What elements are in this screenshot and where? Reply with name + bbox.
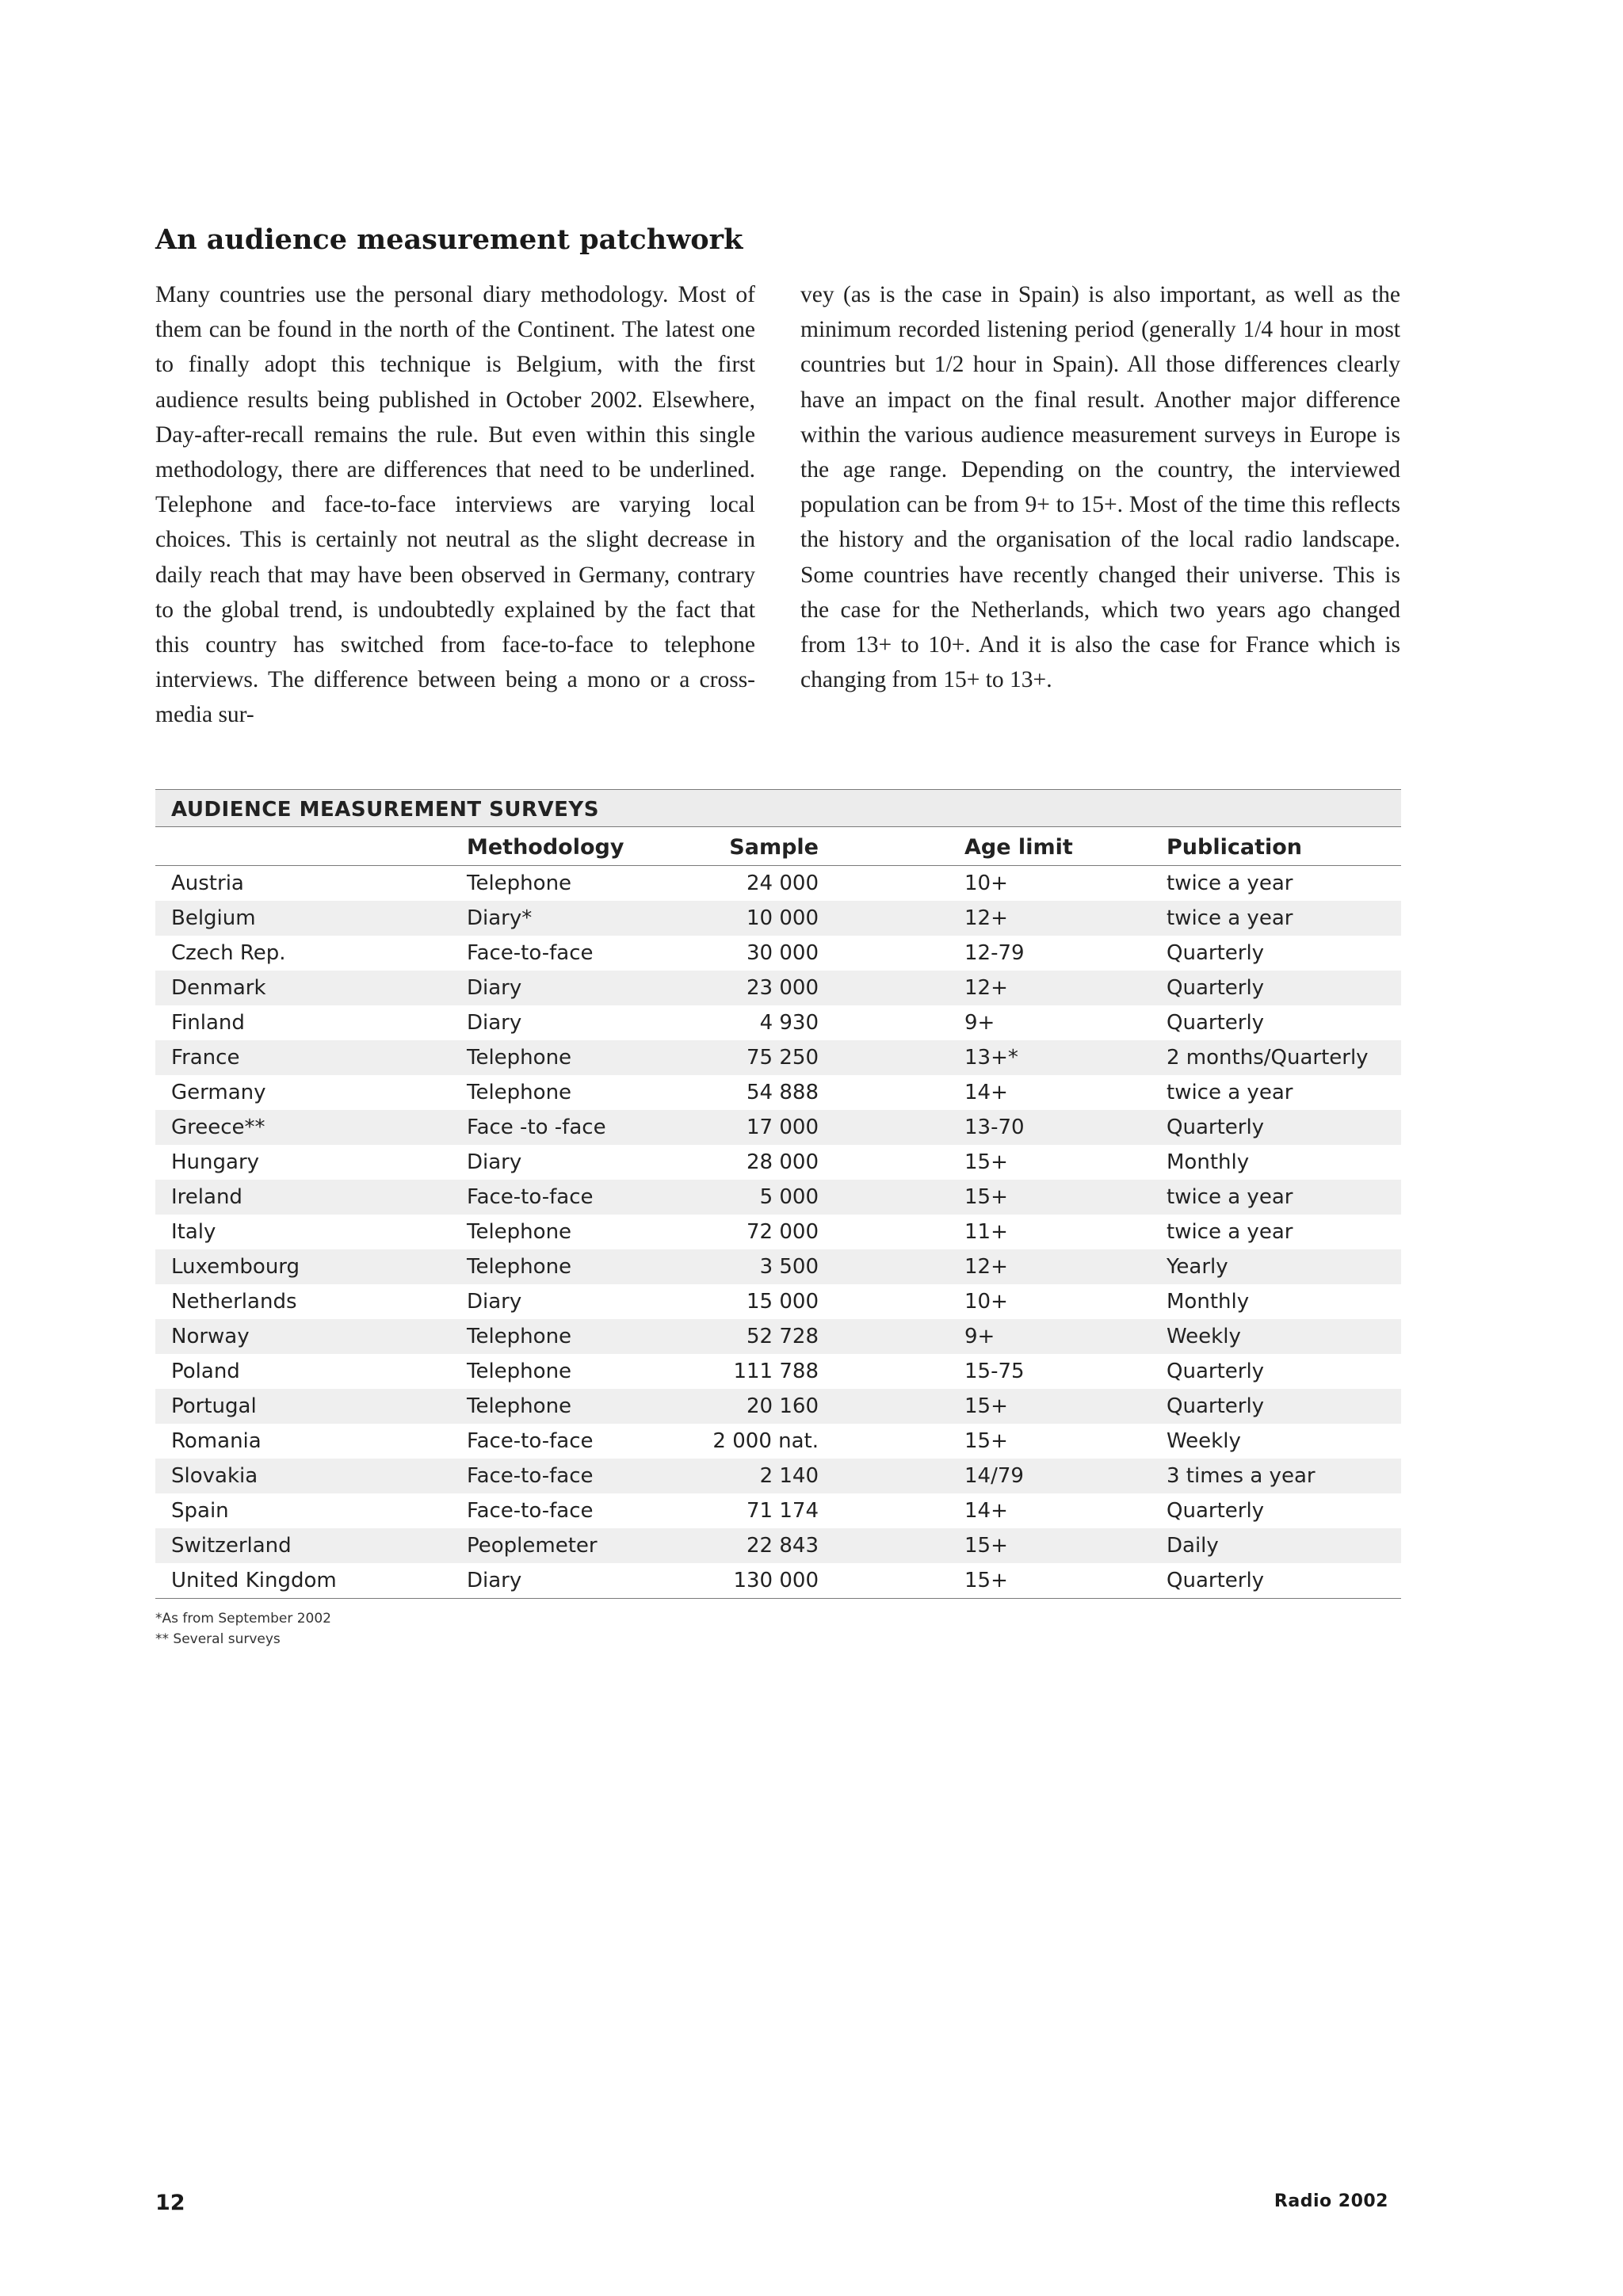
column-header-age-limit: Age limit	[964, 835, 1073, 860]
cell-publication: Weekly	[1167, 1429, 1241, 1453]
cell-age-limit: 15+	[964, 1534, 1008, 1558]
table-row	[155, 971, 1401, 1005]
table-row	[155, 1528, 1401, 1563]
body-text-right-column	[800, 277, 1400, 697]
cell-methodology: Diary	[467, 976, 522, 1000]
column-header-sample: Sample	[729, 835, 819, 860]
cell-publication: twice a year	[1167, 1220, 1293, 1244]
table-row	[155, 1110, 1401, 1145]
cell-publication: twice a year	[1167, 906, 1293, 930]
cell-age-limit: 15+	[964, 1569, 1008, 1592]
cell-age-limit: 15+	[964, 1150, 1008, 1174]
cell-publication: Quarterly	[1167, 1569, 1265, 1592]
cell-publication: Quarterly	[1167, 976, 1265, 1000]
cell-country: Germany	[171, 1081, 266, 1104]
cell-sample: 54 888	[747, 1081, 819, 1104]
cell-sample: 17 000	[747, 1116, 819, 1139]
cell-country: Portugal	[171, 1394, 257, 1418]
paragraph: Many countries use the personal diary methodology. Most of them can be found in the north of the Continent. The latest one to finally adopt this technique is Belgium, with the first audience results being published in October 2002. Elsewhere, Day-after-recall remains the rule. But even within this single methodology, there are differences that need to be underlined. Telephone and face-to-face interviews are varying local choices. This is certainly not neutral as the slight decrease in daily reach that may have been observed in Germany, contrary to the global trend, is undoubtedly explained by the fact that this country has switched from face-to-face to telephone interviews. The difference between being a mono or a cross-media sur-	[155, 282, 755, 728]
cell-age-limit: 12-79	[964, 941, 1025, 965]
cell-publication: Weekly	[1167, 1325, 1241, 1348]
cell-sample: 28 000	[747, 1150, 819, 1174]
table-body	[155, 866, 1401, 1599]
cell-sample: 5 000	[759, 1185, 819, 1209]
cell-methodology: Face-to-face	[467, 1464, 594, 1488]
table-row	[155, 1493, 1401, 1528]
cell-age-limit: 11+	[964, 1220, 1008, 1244]
cell-methodology: Telephone	[467, 1360, 572, 1383]
cell-publication: 2 months/Quarterly	[1167, 1046, 1369, 1070]
cell-country: Slovakia	[171, 1464, 258, 1488]
body-text-left-column	[155, 277, 755, 733]
cell-age-limit: 10+	[964, 1290, 1008, 1314]
cell-country: Greece**	[171, 1116, 265, 1139]
footnote: *As from September 2002	[155, 1611, 331, 1627]
cell-country: Finland	[171, 1011, 245, 1035]
table-row	[155, 901, 1401, 936]
cell-sample: 23 000	[747, 976, 819, 1000]
cell-age-limit: 14/79	[964, 1464, 1024, 1488]
cell-publication: Quarterly	[1167, 1011, 1265, 1035]
table-row	[155, 1563, 1401, 1599]
cell-sample: 24 000	[747, 871, 819, 895]
table-row	[155, 866, 1401, 901]
cell-country: Netherlands	[171, 1290, 297, 1314]
cell-age-limit: 14+	[964, 1499, 1008, 1523]
cell-publication: Quarterly	[1167, 1394, 1265, 1418]
page-number: 12	[155, 2191, 185, 2215]
cell-sample: 22 843	[747, 1534, 819, 1558]
cell-publication: Quarterly	[1167, 941, 1265, 965]
cell-sample: 52 728	[747, 1325, 819, 1348]
cell-methodology: Diary	[467, 1290, 522, 1314]
table-row	[155, 1249, 1401, 1284]
cell-methodology: Face-to-face	[467, 1185, 594, 1209]
column-header-methodology: Methodology	[467, 835, 624, 860]
cell-sample: 30 000	[747, 941, 819, 965]
table-row	[155, 1354, 1401, 1389]
table-row	[155, 936, 1401, 971]
cell-methodology: Face -to -face	[467, 1116, 606, 1139]
cell-methodology: Telephone	[467, 1220, 572, 1244]
cell-age-limit: 13+*	[964, 1046, 1018, 1070]
table-row	[155, 1005, 1401, 1040]
cell-methodology: Telephone	[467, 1081, 572, 1104]
cell-publication: twice a year	[1167, 871, 1293, 895]
cell-age-limit: 14+	[964, 1081, 1008, 1104]
cell-sample: 15 000	[747, 1290, 819, 1314]
cell-country: Czech Rep.	[171, 941, 286, 965]
cell-age-limit: 13-70	[964, 1116, 1025, 1139]
cell-methodology: Diary	[467, 1569, 522, 1592]
cell-country: United Kingdom	[171, 1569, 337, 1592]
table-row	[155, 1180, 1401, 1215]
cell-age-limit: 12+	[964, 1255, 1008, 1279]
cell-methodology: Face-to-face	[467, 1499, 594, 1523]
cell-methodology: Telephone	[467, 1394, 572, 1418]
table-row	[155, 1040, 1401, 1075]
cell-age-limit: 10+	[964, 871, 1008, 895]
table-header-row	[155, 827, 1401, 866]
cell-country: Norway	[171, 1325, 250, 1348]
table-row	[155, 1284, 1401, 1319]
cell-publication: twice a year	[1167, 1081, 1293, 1104]
audience-surveys-table	[155, 789, 1401, 1599]
table-row	[155, 1389, 1401, 1424]
cell-methodology: Face-to-face	[467, 1429, 594, 1453]
cell-sample: 20 160	[747, 1394, 819, 1418]
cell-age-limit: 9+	[964, 1011, 995, 1035]
cell-age-limit: 15-75	[964, 1360, 1025, 1383]
cell-country: Luxembourg	[171, 1255, 300, 1279]
cell-publication: 3 times a year	[1167, 1464, 1316, 1488]
table-title: AUDIENCE MEASUREMENT SURVEYS	[155, 789, 1401, 827]
cell-publication: twice a year	[1167, 1185, 1293, 1209]
paragraph: vey (as is the case in Spain) is also important, as well as the minimum recorded listening period (generally 1/4 hour in most countries but 1/2 hour in Spain). All those differences clearly have an impact on the final result. Another major difference within the various audience measurement surveys in Europe is the age range. Depending on the country, the interviewed population can be from 9+ to 15+. Most of the time this reflects the history and the organisation of the local radio landscape. Some countries have recently changed their universe. This is the case for the Netherlands, which two years ago changed from 13+ to 10+. And it is also the case for France which is changing from 15+ to 13+.	[800, 282, 1400, 693]
cell-age-limit: 12+	[964, 976, 1008, 1000]
table-row	[155, 1424, 1401, 1459]
cell-country: Italy	[171, 1220, 216, 1244]
cell-age-limit: 12+	[964, 906, 1008, 930]
cell-methodology: Diary	[467, 1150, 522, 1174]
cell-methodology: Diary	[467, 1011, 522, 1035]
cell-country: Poland	[171, 1360, 240, 1383]
cell-methodology: Peoplemeter	[467, 1534, 598, 1558]
cell-sample: 130 000	[733, 1569, 819, 1592]
cell-sample: 71 174	[747, 1499, 819, 1523]
cell-sample: 2 140	[759, 1464, 819, 1488]
cell-country: Austria	[171, 871, 244, 895]
cell-methodology: Telephone	[467, 1255, 572, 1279]
cell-country: Denmark	[171, 976, 266, 1000]
cell-sample: 72 000	[747, 1220, 819, 1244]
cell-age-limit: 15+	[964, 1185, 1008, 1209]
section-heading: An audience measurement patchwork	[155, 223, 743, 256]
cell-sample: 3 500	[759, 1255, 819, 1279]
cell-methodology: Telephone	[467, 871, 572, 895]
table-row	[155, 1145, 1401, 1180]
cell-methodology: Face-to-face	[467, 941, 594, 965]
cell-country: Switzerland	[171, 1534, 292, 1558]
table-row	[155, 1215, 1401, 1249]
cell-publication: Quarterly	[1167, 1499, 1265, 1523]
cell-country: Belgium	[171, 906, 256, 930]
cell-sample: 75 250	[747, 1046, 819, 1070]
cell-country: Spain	[171, 1499, 229, 1523]
cell-publication: Quarterly	[1167, 1360, 1265, 1383]
cell-age-limit: 15+	[964, 1394, 1008, 1418]
cell-sample: 2 000 nat.	[712, 1429, 819, 1453]
cell-sample: 4 930	[759, 1011, 819, 1035]
cell-methodology: Telephone	[467, 1046, 572, 1070]
column-header-publication: Publication	[1167, 835, 1303, 860]
cell-methodology: Diary*	[467, 906, 533, 930]
cell-sample: 10 000	[747, 906, 819, 930]
footnote: ** Several surveys	[155, 1631, 281, 1647]
cell-country: Romania	[171, 1429, 262, 1453]
cell-country: Hungary	[171, 1150, 260, 1174]
cell-publication: Daily	[1167, 1534, 1219, 1558]
cell-country: France	[171, 1046, 240, 1070]
table-row	[155, 1075, 1401, 1110]
publication-name: Radio 2002	[1274, 2191, 1388, 2211]
table-row	[155, 1459, 1401, 1493]
cell-country: Ireland	[171, 1185, 242, 1209]
cell-publication: Monthly	[1167, 1150, 1250, 1174]
table-footnotes	[155, 1608, 331, 1650]
cell-methodology: Telephone	[467, 1325, 572, 1348]
cell-publication: Monthly	[1167, 1290, 1250, 1314]
cell-publication: Yearly	[1167, 1255, 1228, 1279]
cell-age-limit: 9+	[964, 1325, 995, 1348]
cell-sample: 111 788	[733, 1360, 819, 1383]
table-row	[155, 1319, 1401, 1354]
cell-age-limit: 15+	[964, 1429, 1008, 1453]
cell-publication: Quarterly	[1167, 1116, 1265, 1139]
